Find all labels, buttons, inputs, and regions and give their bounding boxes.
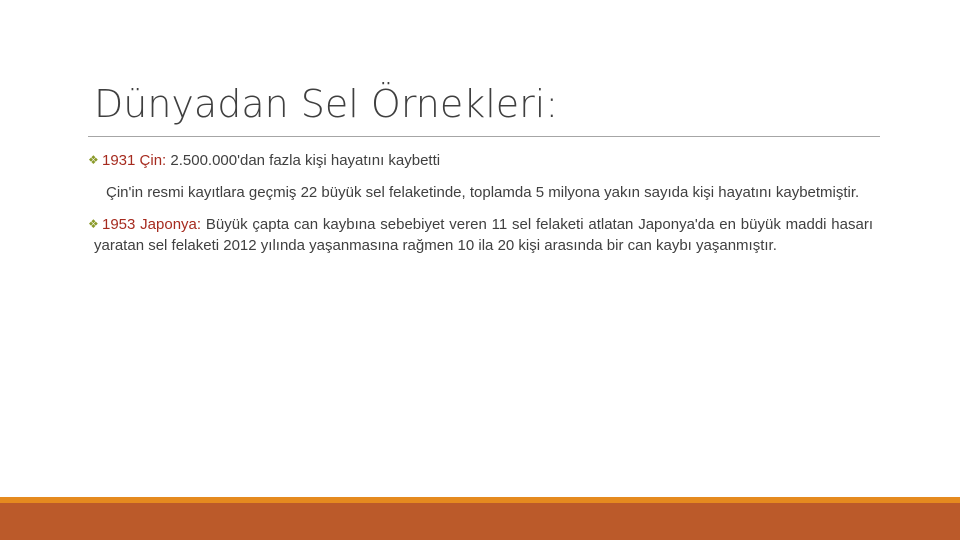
list-item-1953-japan [88, 214, 873, 256]
paragraph-text-china-summary: Çin'in resmi kayıtlara geçmiş 22 büyük sel felaketinde, toplamda 5 milyona yakın sayıda kişi hayatını kaybetmiştir. [106, 184, 860, 201]
item-lead-1931-china: 1931 Çin: [102, 152, 167, 169]
footer-band [0, 503, 960, 540]
item-text-1931-china: 2.500.000'dan fazla kişi hayatını kaybetti [166, 152, 441, 169]
diamond-bullet-icon: ❖ [88, 153, 99, 167]
title-divider [88, 136, 880, 137]
paragraph-china-summary [94, 182, 873, 203]
item-text-1953-japan: Büyük çapta can kaybına sebebiyet veren 11 sel felaketi atlatan Japonya'da en büyük maddi hasarı yaratan sel felaketi 2012 yılında yaşanmasına rağmen 10 ila 20 kişi arasında bir can kaybı yaşanmıştır. [94, 216, 873, 254]
slide-title: Dünyadan Sel Örnekleri: [94, 82, 559, 126]
item-lead-1953-japan: 1953 Japonya: [102, 216, 202, 233]
list-item-1931-china [88, 150, 873, 171]
diamond-bullet-icon: ❖ [88, 217, 99, 231]
slide-content [88, 150, 873, 256]
